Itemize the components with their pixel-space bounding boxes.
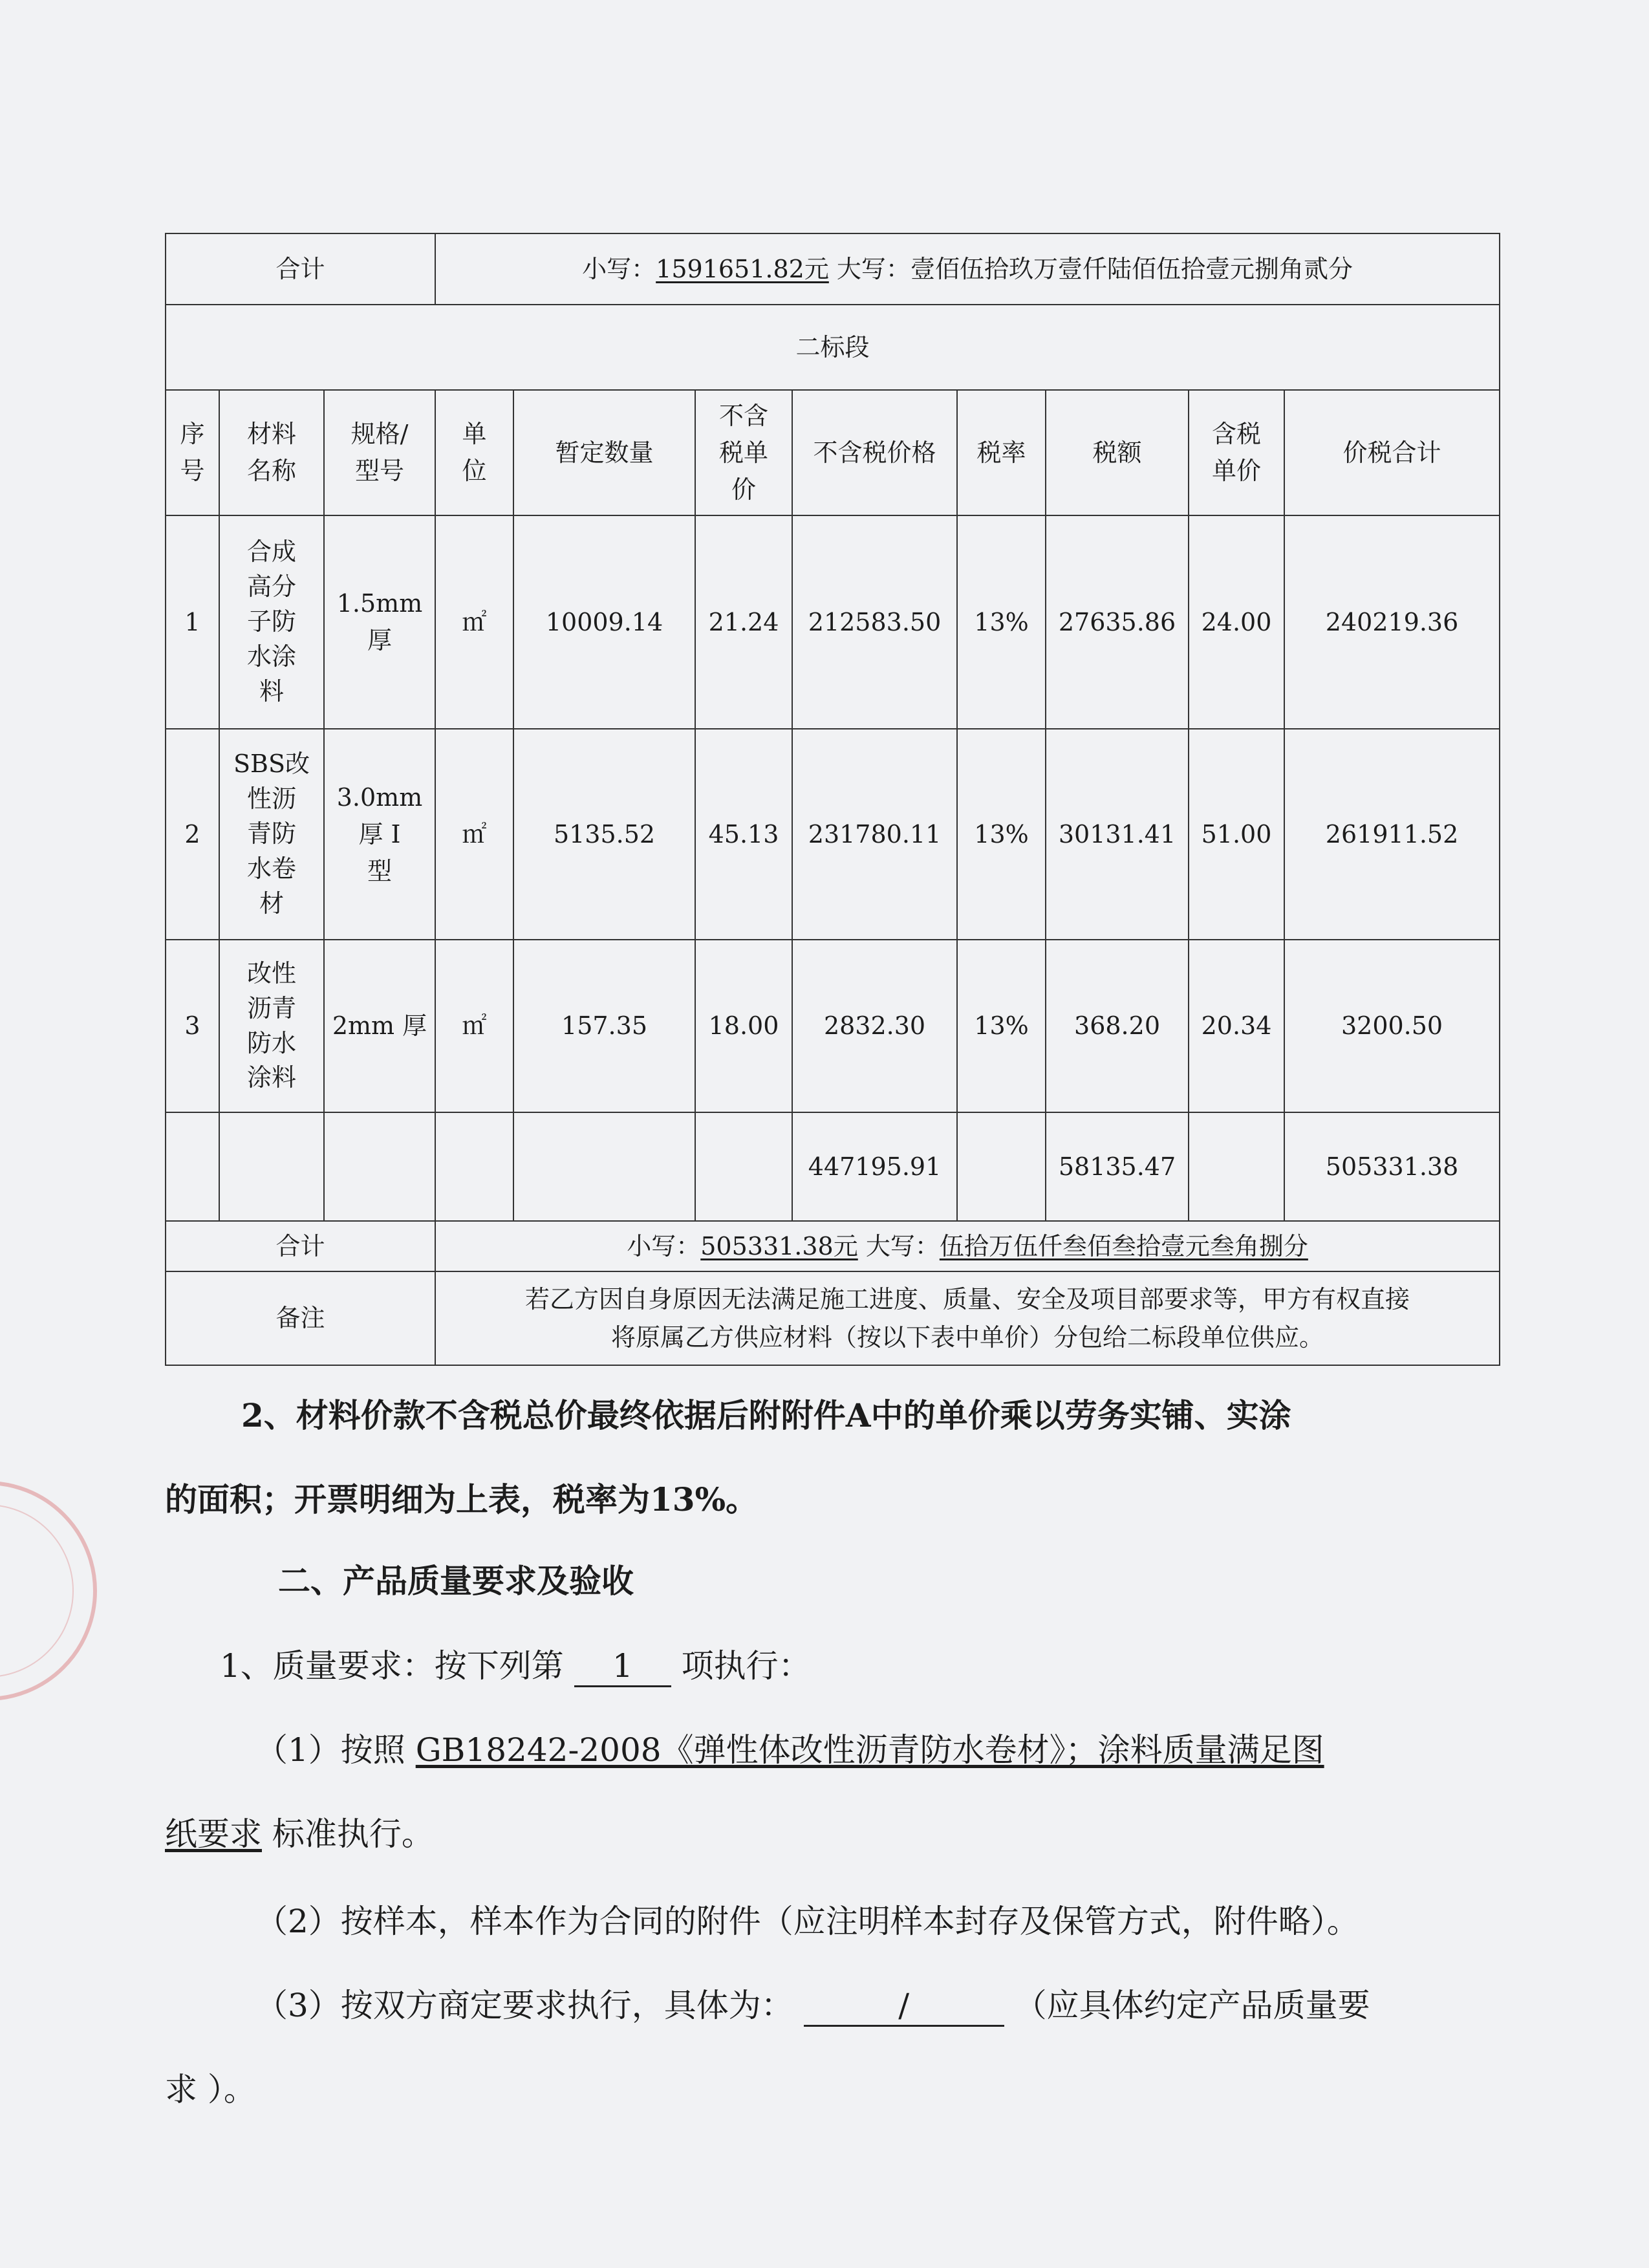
big-amount-prefix: 大写：: [836, 254, 911, 283]
cell-rate: 13%: [957, 729, 1046, 940]
quality-item-3-blank: /: [804, 1986, 1004, 2027]
header-total-inc: 价税合计: [1284, 390, 1500, 515]
cell-unit-price-inc: 20.34: [1189, 940, 1284, 1112]
cell-qty: 157.35: [513, 940, 695, 1112]
cell-tax: 27635.86: [1046, 515, 1189, 729]
cell-qty: 10009.14: [513, 515, 695, 729]
table2-total-row: [166, 1221, 1500, 1271]
cell-seq: 3: [166, 940, 219, 1112]
cell-name: 合成 高分 子防 水涂 料: [219, 515, 324, 729]
section-heading-quality: 二、产品质量要求及验收: [278, 1562, 634, 1600]
cell-spec: 3.0mm 厚 Ⅰ 型: [324, 729, 435, 940]
header-spec: 规格/ 型号: [324, 390, 435, 515]
header-rate: 税率: [957, 390, 1046, 515]
quality-item-number: 1: [574, 1647, 671, 1687]
cell-unit-price-ex: 18.00: [695, 940, 792, 1112]
small-amount-prefix: 小写：: [627, 1231, 701, 1260]
cell-unit-price-ex: 45.13: [695, 729, 792, 940]
cell-price-ex: 2832.30: [792, 940, 957, 1112]
materials-table: [165, 233, 1500, 1366]
table-row: [166, 940, 1500, 1112]
header-unit: 单 位: [435, 390, 513, 515]
cell-total-inc: 3200.50: [1284, 940, 1500, 1112]
table2-total-label: 合计: [166, 1221, 435, 1271]
table1-total-label: 合计: [166, 233, 435, 305]
subtotal-price-ex: 447195.91: [792, 1112, 957, 1221]
cell-name: SBS改 性沥 青防 水卷 材: [219, 729, 324, 940]
standard-reference: GB18242-2008《弹性体改性沥青防水卷材》；涂料质量满足图: [415, 1731, 1324, 1769]
cell-spec: 1.5mm 厚: [324, 515, 435, 729]
cell-rate: 13%: [957, 940, 1046, 1112]
small-amount-value: 505331.38元: [700, 1231, 858, 1260]
cell-unit-price-inc: 51.00: [1189, 729, 1284, 940]
quality-item-3: （3）按双方商定要求执行，具体为： / （应具体约定产品质量要 求 ）。: [165, 1987, 1370, 2108]
cell-seq: 2: [166, 729, 219, 940]
big-amount-value: 伍拾万伍仟叁佰叁拾壹元叁角捌分: [939, 1231, 1308, 1260]
section-title-row: [166, 305, 1500, 390]
header-name: 材料 名称: [219, 390, 324, 515]
red-seal-stamp: [0, 1481, 97, 1701]
table1-total-row: [166, 233, 1500, 305]
small-amount-prefix: 小写：: [582, 254, 656, 283]
cell-price-ex: 212583.50: [792, 515, 957, 729]
cell-tax: 30131.41: [1046, 729, 1189, 940]
cell-rate: 13%: [957, 515, 1046, 729]
price-clause: 2、材料价款不含税总价最终依据后附附件A中的单价乘以劳务实铺、实涂 的面积；开票明细为上表，税率为13%。: [165, 1396, 1291, 1518]
table1-total-amount: [435, 233, 1500, 305]
big-amount-prefix: 大写：: [865, 1231, 940, 1260]
big-amount-value: 壹佰伍拾玖万壹仟陆佰伍拾壹元捌角贰分: [910, 254, 1353, 283]
quality-requirement-line: 1、质量要求：按下列第 1 项执行：: [165, 1624, 1499, 1708]
header-price-ex: 不含税价格: [792, 390, 957, 515]
table-row: [166, 729, 1500, 940]
remark-row: [166, 1271, 1500, 1365]
cell-unit: ㎡: [435, 940, 513, 1112]
header-tax: 税额: [1046, 390, 1189, 515]
cell-qty: 5135.52: [513, 729, 695, 940]
cell-total-inc: 240219.36: [1284, 515, 1500, 729]
subtotal-tax: 58135.47: [1046, 1112, 1189, 1221]
cell-total-inc: 261911.52: [1284, 729, 1500, 940]
table2-total-amount: [435, 1221, 1500, 1271]
quality-item-2: （2）按样本，样本作为合同的附件（应注明样本封存及保管方式，附件略）。: [255, 1903, 1359, 1940]
cell-spec: 2mm 厚: [324, 940, 435, 1112]
section-title: 二标段: [166, 305, 1500, 390]
cell-unit-price-inc: 24.00: [1189, 515, 1284, 729]
cell-price-ex: 231780.11: [792, 729, 957, 940]
subtotal-total-inc: 505331.38: [1284, 1112, 1500, 1221]
small-amount-value: 1591651.82元: [656, 254, 829, 283]
cell-tax: 368.20: [1046, 940, 1189, 1112]
quality-item-1: （1）按照 GB18242-2008《弹性体改性沥青防水卷材》；涂料质量满足图 纸要求 标准执行。: [165, 1731, 1324, 1853]
header-row: [166, 390, 1500, 515]
remark-label: 备注: [166, 1271, 435, 1365]
header-unit-price-ex: 不含 税单 价: [695, 390, 792, 515]
header-seq: 序 号: [166, 390, 219, 515]
cell-unit: ㎡: [435, 515, 513, 729]
cell-name: 改性 沥青 防水 涂料: [219, 940, 324, 1112]
table-row: [166, 515, 1500, 729]
cell-unit: ㎡: [435, 729, 513, 940]
cell-seq: 1: [166, 515, 219, 729]
header-unit-price-inc: 含税 单价: [1189, 390, 1284, 515]
subtotal-row: [166, 1112, 1500, 1221]
cell-unit-price-ex: 21.24: [695, 515, 792, 729]
header-qty: 暂定数量: [513, 390, 695, 515]
remark-text: 若乙方因自身原因无法满足施工进度、质量、安全及项目部要求等，甲方有权直接 将原属乙方供应材料（按以下表中单价）分包给二标段单位供应。: [435, 1271, 1500, 1365]
